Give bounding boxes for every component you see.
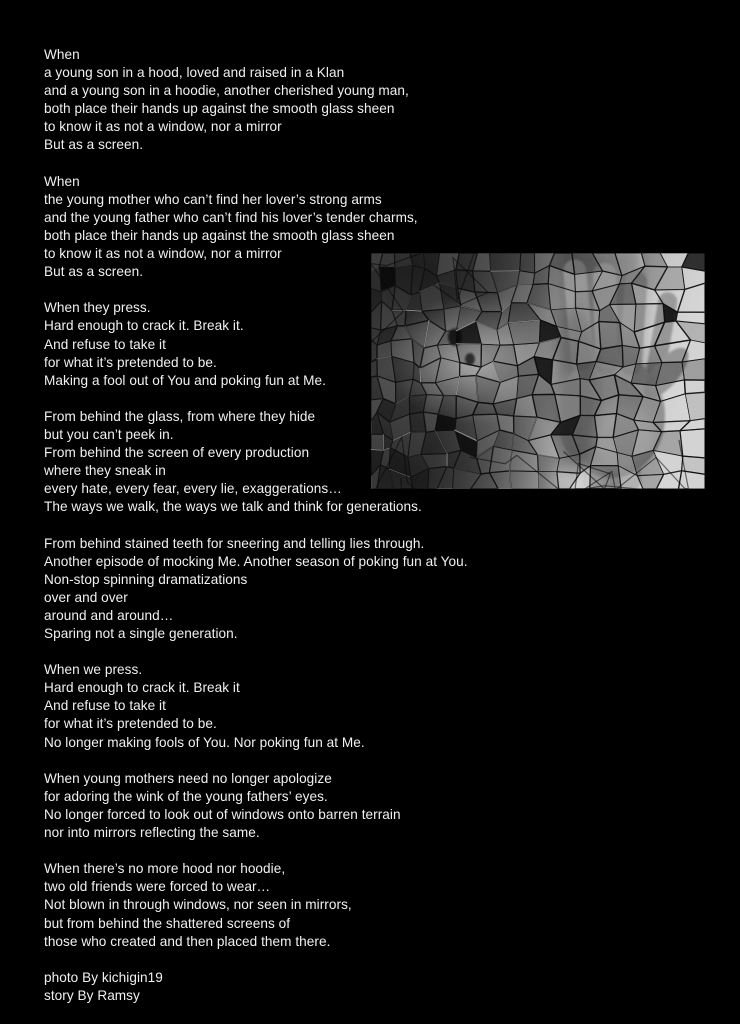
poem (44, 46, 468, 1005)
poem-line: But as a screen. (44, 137, 144, 153)
poem-line: And refuse to take it (44, 336, 166, 352)
poem-line: No longer making fools of You. Nor poking fun at Me. (44, 734, 365, 750)
poem-line: nor into mirrors reflecting the same. (44, 825, 260, 841)
poem-line: Not blown in through windows, nor seen in mirrors, (44, 897, 352, 913)
poem-line: From behind the screen of every production (44, 445, 310, 461)
stanza-8 (44, 860, 468, 950)
poem-line: and a young son in a hoodie, another cherished young man, (44, 83, 409, 99)
poem-line: those who created and then placed them there. (44, 933, 331, 949)
poem-line: The ways we walk, the ways we talk and think for generations. (44, 499, 422, 515)
poem-line: And refuse to take it (44, 698, 166, 714)
poem-line: When we press. (44, 662, 143, 678)
stanza-1 (44, 46, 468, 155)
stanza-5 (44, 535, 468, 644)
poem-line: When they press. (44, 300, 151, 316)
credit-story-line: story By Ramsy (44, 987, 140, 1003)
poem-line: Sparing not a single generation. (44, 626, 238, 641)
poem-line: for adoring the wink of the young fathers’ eyes. (44, 788, 328, 804)
poem-line: two old friends were forced to wear… (44, 879, 271, 895)
poem-line: When (44, 173, 80, 189)
poem-line: From behind stained teeth for sneering and telling lies through. (44, 535, 425, 551)
poem-line: But as a screen. (44, 264, 144, 280)
credits (44, 969, 468, 1005)
poem-line: but you can’t peek in. (44, 426, 174, 442)
poem-line: a young son in a hood, loved and raised in a Klan (44, 65, 345, 81)
poem-line: Making a fool out of You and poking fun at Me. (44, 372, 326, 388)
poem-line: both place their hands up against the smooth glass sheen (44, 227, 395, 243)
poem-line: Hard enough to crack it. Break it. (44, 318, 244, 334)
shattered-glass-handprint-photo (371, 253, 705, 489)
poem-line: Non-stop spinning dramatizations (44, 571, 248, 587)
poem-line: From behind the glass, from where they hide (44, 408, 316, 424)
poem-line: and the young father who can’t find his lover’s tender charms, (44, 209, 418, 225)
poem-line: where they sneak in (44, 463, 166, 479)
stanza-7 (44, 770, 468, 842)
poem-line: Hard enough to crack it. Break it (44, 680, 240, 696)
credit-photo-line: photo By kichigin19 (44, 969, 163, 985)
poem-line: for what it’s pretended to be. (44, 716, 217, 732)
poem-line: Another episode of mocking Me. Another season of poking fun at You. (44, 553, 468, 569)
poem-line: both place their hands up against the smooth glass sheen (44, 101, 395, 117)
poem-line: around and around… (44, 607, 174, 623)
poem-line: When young mothers need no longer apologize (44, 770, 332, 786)
photo-grain (371, 253, 705, 489)
poem-line: over and over (44, 589, 128, 605)
poem-line: When (44, 47, 80, 62)
poem-line: to know it as not a window, nor a mirror (44, 119, 282, 135)
poem-line: to know it as not a window, nor a mirror (44, 246, 282, 262)
poem-line: No longer forced to look out of windows onto barren terrain (44, 806, 401, 822)
poem-line: for what it’s pretended to be. (44, 354, 217, 370)
poem-line: When there’s no more hood nor hoodie, (44, 861, 286, 877)
poem-line: every hate, every fear, every lie, exaggerations… (44, 481, 342, 497)
poem-line: but from behind the shattered screens of (44, 915, 291, 931)
poem-line: the young mother who can’t find her lover’s strong arms (44, 191, 382, 207)
stanza-6 (44, 661, 468, 751)
